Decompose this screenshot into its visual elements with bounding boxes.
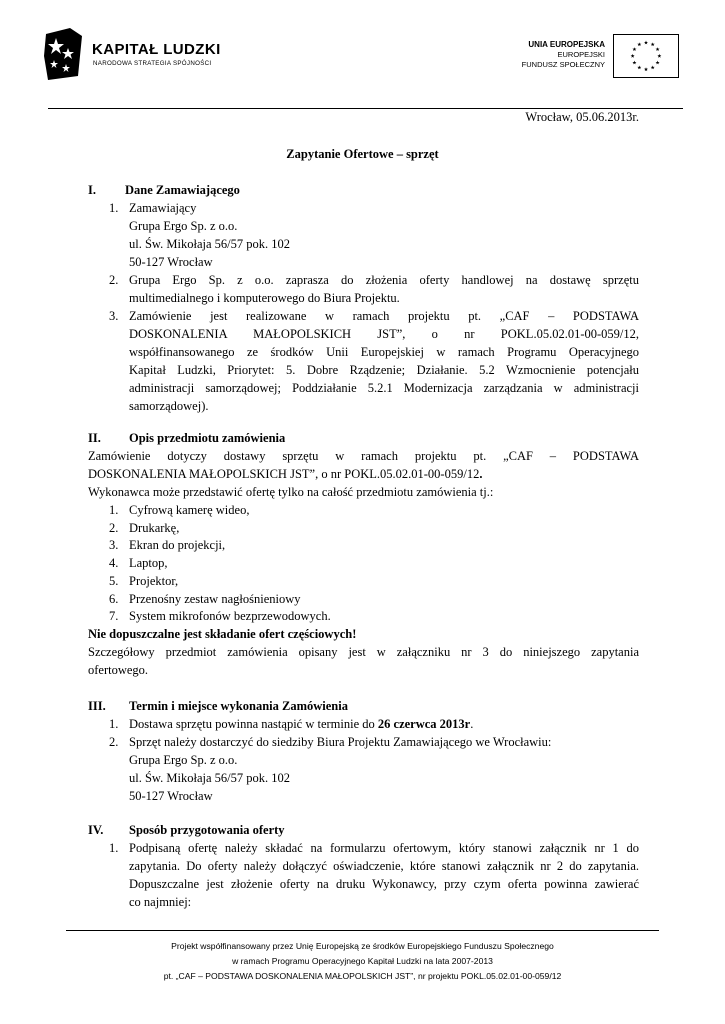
list-item-number: 3. bbox=[109, 538, 119, 553]
eu-star-icon bbox=[656, 61, 660, 65]
s1-item-1-number: 1. bbox=[109, 201, 119, 215]
eu-text bbox=[522, 40, 605, 70]
section-1-heading: Dane Zamawiającego bbox=[125, 183, 240, 197]
s3-item-2-line-3: ul. Św. Mikołaja 56/57 pok. 102 bbox=[129, 771, 290, 785]
list-item-number: 6. bbox=[109, 591, 119, 606]
s1-item-3-line-3: współfinansowanego ze środków Unii Europejskiej w ramach Programu Operacyjnego bbox=[129, 345, 639, 359]
eu-star-icon bbox=[632, 61, 636, 65]
s2-paragraph-line-2 bbox=[88, 465, 482, 483]
s1-item-1-line-3: ul. Św. Mikołaja 56/57 pok. 102 bbox=[129, 237, 290, 251]
s3-item-1-text: Dostawa sprzętu powinna nastąpić w terminie do bbox=[129, 717, 378, 731]
s1-item-3-line-1: Zamówienie jest realizowane w ramach projektu pt. „CAF – PODSTAWA bbox=[129, 309, 639, 323]
section-4-heading: Sposób przygotowania oferty bbox=[129, 823, 285, 837]
s4-item-1-number: 1. bbox=[109, 841, 119, 855]
list-item: Ekran do projekcji, bbox=[129, 538, 226, 553]
list-item: Przenośny zestaw nagłośnieniowy bbox=[129, 591, 301, 606]
list-item-number: 5. bbox=[109, 573, 119, 588]
footer-line-1: Projekt współfinansowany przez Unię Europejską ze środków Europejskiego Funduszu Społecznego bbox=[171, 941, 554, 951]
list-item-number: 7. bbox=[109, 609, 119, 624]
s2-warning: Nie dopuszczalne jest składanie ofert częściowych! bbox=[88, 627, 357, 641]
s1-item-1-line-1: Zamawiający bbox=[129, 201, 197, 215]
document-date: Wrocław, 05.06.2013r. bbox=[525, 110, 639, 124]
eu-line-2: EUROPEJSKI bbox=[557, 50, 605, 59]
logo-subtitle: NARODOWA STRATEGIA SPÓJNOŚCI bbox=[93, 60, 212, 67]
eu-star-icon bbox=[651, 42, 655, 46]
s1-item-3-number: 3. bbox=[109, 309, 119, 323]
eu-star-icon bbox=[657, 54, 661, 58]
footer-line-2: w ramach Programu Operacyjnego Kapitał Ludzki na lata 2007-2013 bbox=[232, 956, 493, 966]
eu-logo bbox=[479, 34, 679, 80]
list-item: Projektor, bbox=[129, 573, 179, 588]
s2-paragraph-line-3: Wykonawca może przedstawić ofertę tylko na całość przedmiotu zamówienia tj.: bbox=[88, 485, 494, 499]
section-3-heading: Termin i miejsce wykonania Zamówienia bbox=[129, 699, 348, 713]
eu-star-icon bbox=[651, 65, 655, 69]
list-item-number: 2. bbox=[109, 520, 119, 535]
s4-item-1-line-3: Dopuszczalne jest złożenie oferty na druku Wykonawcy, przy czym oferta powinna zawierać bbox=[129, 877, 639, 891]
document-title: Zapytanie Ofertowe – sprzęt bbox=[286, 147, 439, 161]
s1-item-3-line-2: DOSKONALENIA MAŁOPOLSKICH JST”, o nr POKL.05.02.01-00-059/12, bbox=[129, 327, 639, 341]
s1-item-3-line-5: administracji samorządowej; Poddziałanie 5.2.1 Modernizacja zarządzania w administracji bbox=[129, 381, 639, 395]
s1-item-2-line-1: Grupa Ergo Sp. z o.o. zaprasza do złożenia oferty handlowej na dostawę sprzętu bbox=[129, 273, 639, 287]
s2-paragraph-line-1: Zamówienie dotyczy dostawy sprzętu w ramach projektu pt. „CAF – PODSTAWA bbox=[88, 449, 639, 463]
eu-star-icon bbox=[637, 42, 641, 46]
s3-item-1-deadline: 26 czerwca 2013r bbox=[377, 717, 471, 731]
s3-item-2-line-1: Sprzęt należy dostarczyć do siedziby Biura Projektu Zamawiającego we Wrocławiu: bbox=[129, 735, 552, 749]
eu-flag-icon bbox=[613, 34, 679, 78]
s3-item-1-number: 1. bbox=[109, 717, 119, 731]
footer-divider bbox=[66, 930, 659, 931]
header-divider bbox=[48, 108, 683, 109]
list-item-number: 1. bbox=[109, 503, 119, 517]
s3-item-2-line-2: Grupa Ergo Sp. z o.o. bbox=[129, 753, 238, 767]
footer-line-3: pt. „CAF – PODSTAWA DOSKONALENIA MAŁOPOLSKICH JST”, nr projektu POKL.05.02.01-00-059/12 bbox=[163, 971, 562, 981]
list-item: Laptop, bbox=[129, 556, 168, 571]
list-item-number: 4. bbox=[109, 556, 119, 571]
section-4-number: IV. bbox=[88, 823, 104, 837]
s3-item-2-number: 2. bbox=[109, 735, 119, 749]
s1-item-3-line-4: Kapitał Ludzki, Priorytet: 5. Dobre Rządzenie; Działanie. 5.2 Wzmocnienie potencjału bbox=[129, 363, 639, 377]
section-2-heading: Opis przedmiotu zamówienia bbox=[129, 431, 286, 445]
s4-item-1-line-2: zapytania. Do oferty należy dołączyć oświadczenie, które stanowi załącznik nr 2 do zapytania. bbox=[129, 859, 639, 873]
s1-item-1-line-2: Grupa Ergo Sp. z o.o. bbox=[129, 219, 238, 233]
eu-star-icon bbox=[644, 41, 648, 45]
s4-item-1-line-1: Podpisaną ofertę należy składać na formularzu ofertowym, który stanowi załącznik nr 1 do bbox=[129, 841, 639, 855]
list-item: Drukarkę, bbox=[129, 520, 180, 535]
section-1-number: I. bbox=[88, 183, 96, 197]
s2-detail-line-1: Szczegółowy przedmiot zamówienia opisany jest w załączniku nr 3 do niniejszego zapytania bbox=[88, 645, 639, 659]
eu-star-icon bbox=[644, 67, 648, 71]
logo-title: KAPITAŁ LUDZKI bbox=[92, 41, 221, 58]
eu-star-icon bbox=[632, 47, 636, 51]
section-3-number: III. bbox=[88, 699, 106, 713]
s4-item-1-line-4: co najmniej: bbox=[129, 895, 192, 909]
kapital-ludzki-logo bbox=[42, 26, 222, 84]
kapital-ludzki-emblem-icon bbox=[42, 26, 86, 82]
s1-item-1-line-4: 50-127 Wrocław bbox=[129, 255, 213, 269]
eu-star-icon bbox=[637, 65, 641, 69]
list-item: System mikrofonów bezprzewodowych. bbox=[129, 609, 331, 624]
eu-line-1: UNIA EUROPEJSKA bbox=[528, 40, 605, 49]
eu-star-icon bbox=[656, 47, 660, 51]
s2-detail-line-2: ofertowego. bbox=[88, 663, 149, 677]
s3-item-1-line bbox=[129, 715, 473, 733]
s1-item-2-number: 2. bbox=[109, 273, 119, 287]
s3-item-1-end: . bbox=[470, 717, 474, 731]
section-2-number: II. bbox=[88, 431, 101, 445]
s3-item-2-line-4: 50-127 Wrocław bbox=[129, 789, 213, 803]
s2-paragraph-line-2-end: . bbox=[479, 467, 483, 481]
s1-item-2-line-2: multimedialnego i komputerowego do Biura Projektu. bbox=[129, 291, 400, 305]
eu-line-3: FUNDUSZ SPOŁECZNY bbox=[521, 60, 605, 69]
list-item: Cyfrową kamerę wideo, bbox=[129, 503, 250, 517]
eu-star-icon bbox=[631, 54, 635, 58]
s1-item-3-line-6: samorządowej). bbox=[129, 399, 209, 413]
s2-paragraph-line-2-text: DOSKONALENIA MAŁOPOLSKICH JST”, o nr POKL.05.02.01-00-059/12 bbox=[88, 467, 480, 481]
